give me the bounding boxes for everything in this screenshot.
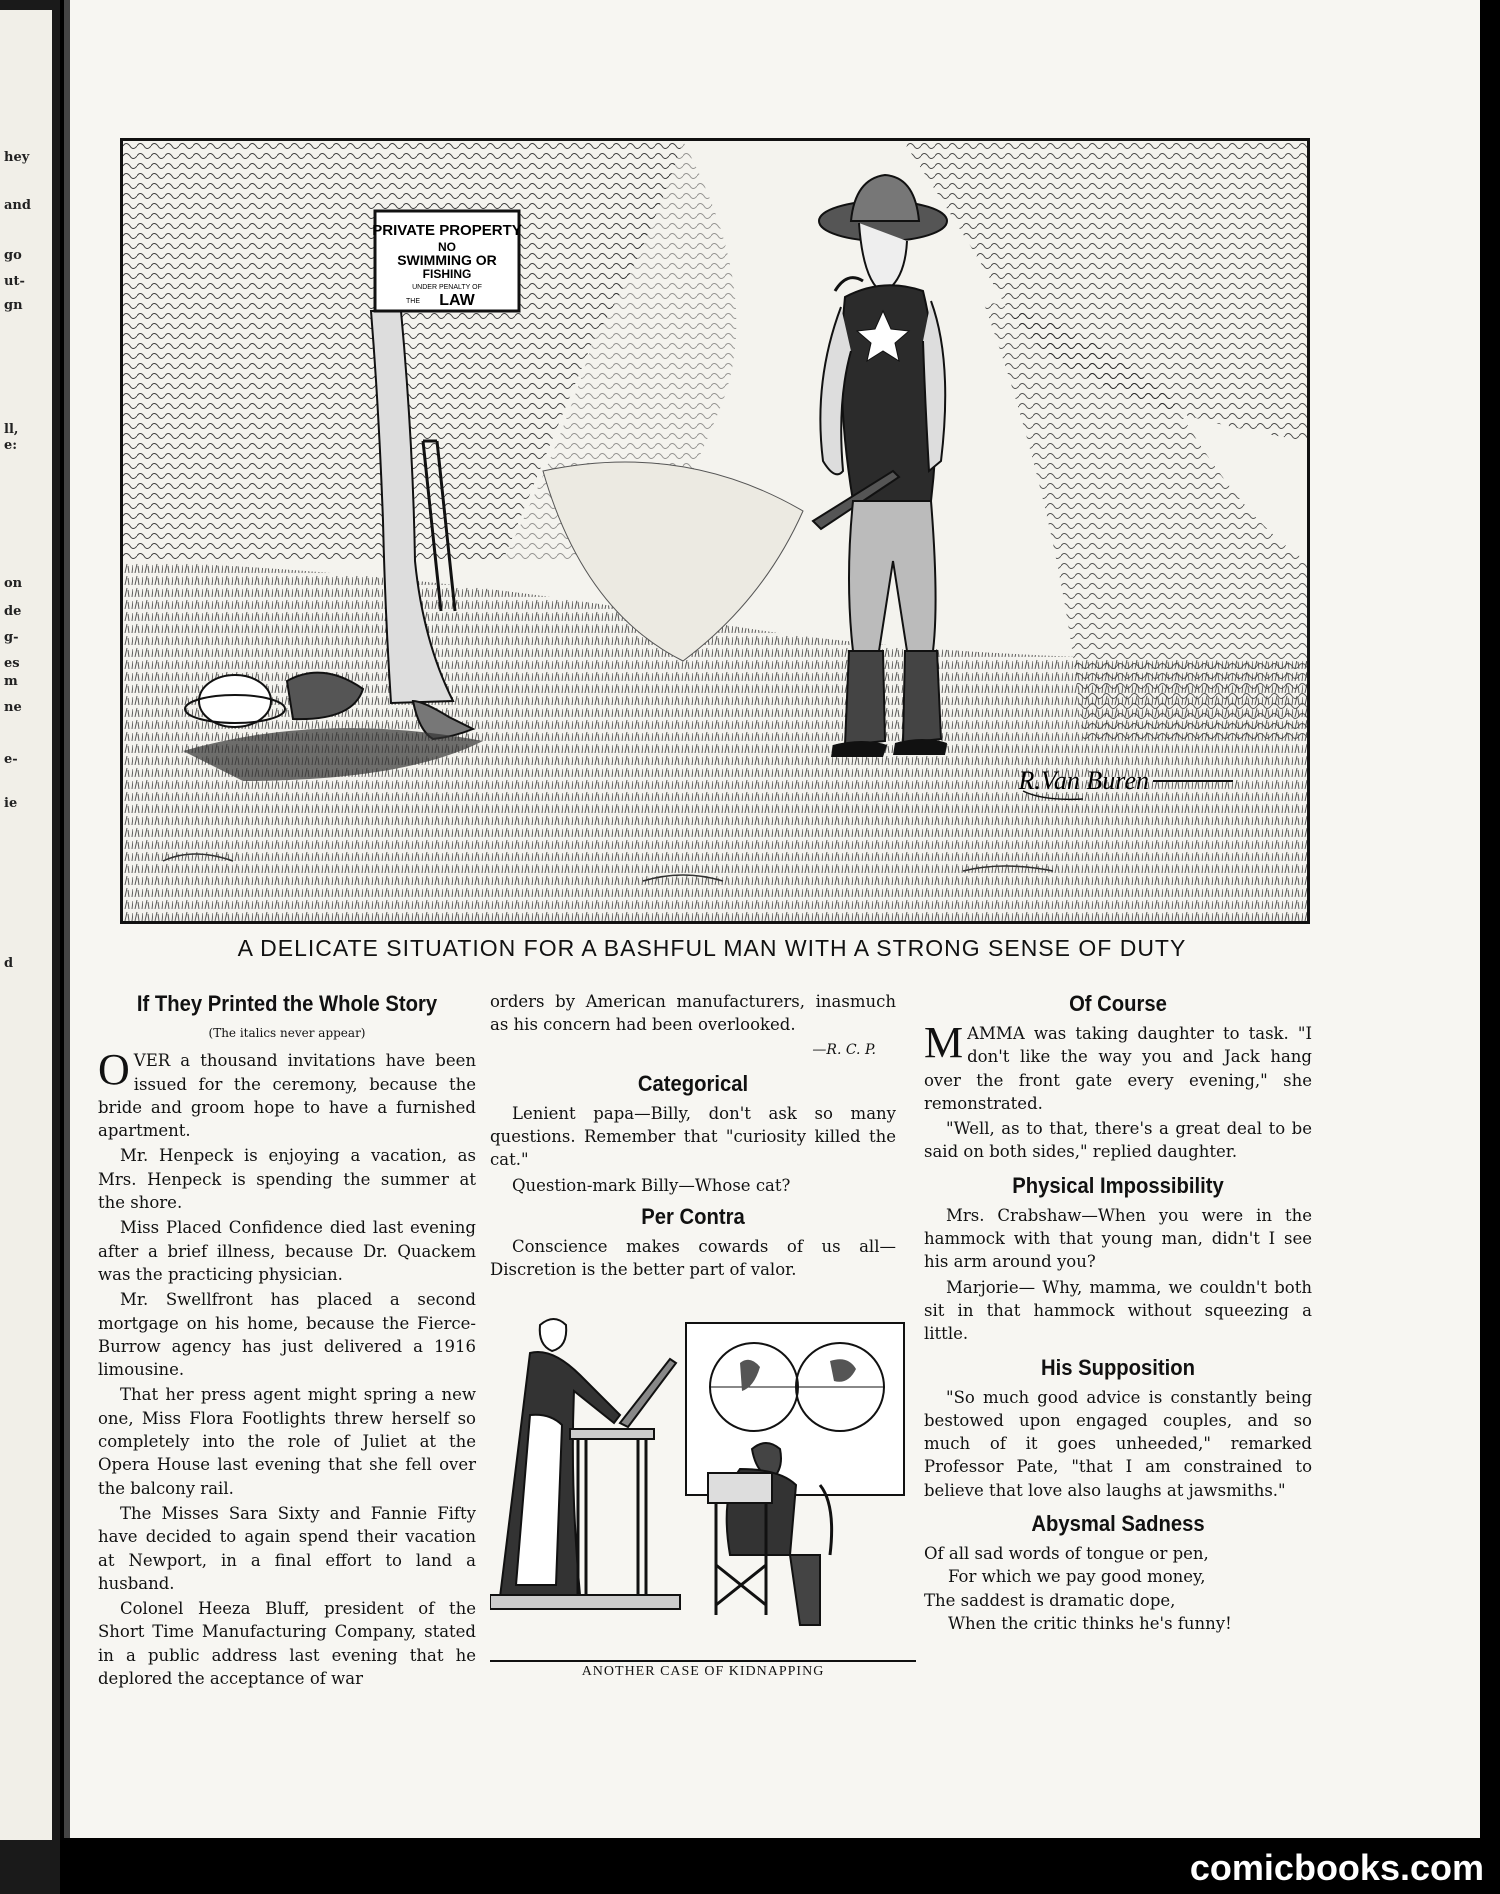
facing-page-edge bbox=[0, 10, 52, 1840]
sign-line: SWIMMING OR bbox=[397, 252, 497, 268]
article-title: Per Contra bbox=[641, 1204, 745, 1230]
margin-fragment: ll, bbox=[4, 422, 19, 437]
poem-line: For which we pay good money, bbox=[948, 1567, 1206, 1587]
sign-line: LAW bbox=[439, 292, 475, 309]
poem-line: Of all sad words of tongue or pen, bbox=[924, 1544, 1209, 1564]
sign-line: THE bbox=[406, 298, 420, 305]
paragraph: "So much good advice is constantly being bestowed upon engaged couples, and so much of it goes unheeded," remarked Professor Pate, "that I am constrained to believe that love also laughs at jawsmiths." bbox=[924, 1387, 1312, 1500]
poem-line: The saddest is dramatic dope, bbox=[924, 1590, 1176, 1610]
paragraph: Question-mark Billy—Whose cat? bbox=[512, 1175, 791, 1195]
artist-signature: R.Van Buren bbox=[1018, 766, 1149, 795]
article-title: His Supposition bbox=[1040, 1354, 1196, 1380]
paragraph: The Misses Sara Sixty and Fannie Fifty have decided to again spend their vacation at Newport, in a final effort to land a husband. bbox=[98, 1503, 476, 1593]
margin-fragment: de bbox=[4, 604, 22, 619]
article-subtitle: (The italics never appear) bbox=[208, 1026, 366, 1040]
margin-fragment: hey bbox=[4, 150, 30, 165]
paragraph: That her press agent might spring a new one, Miss Flora Footlights threw herself so completely into the role of Juliet at the Opera House last evening that she fell over the balcony rail. bbox=[98, 1385, 476, 1498]
margin-fragment: es bbox=[4, 656, 20, 671]
paragraph: Mrs. Crabshaw—When you were in the hammock with that young man, didn't I see his arm around you? bbox=[924, 1205, 1312, 1272]
poem bbox=[924, 1542, 1312, 1635]
margin-fragment: gn bbox=[4, 298, 23, 313]
author-signature: —R. C. P. bbox=[812, 1041, 876, 1058]
paragraph: Mr. Swellfront has placed a second mortgage on his home, because the Fierce-Burrow agency has just delivered a 1916 limousine. bbox=[98, 1290, 476, 1380]
margin-fragment: go bbox=[4, 248, 22, 263]
illustration-caption: A DELICATE SITUATION FOR A BASHFUL MAN WITH A STRONG SENSE OF DUTY bbox=[237, 935, 1187, 961]
poem-line: When the critic thinks he's funny! bbox=[948, 1613, 1232, 1633]
margin-fragment: ut- bbox=[4, 274, 25, 289]
margin-fragment: e- bbox=[4, 752, 18, 767]
sign-line: PRIVATE PROPERTY bbox=[372, 222, 522, 239]
margin-fragment: e: bbox=[4, 438, 18, 453]
paragraph: Mr. Henpeck is enjoying a vacation, as Mrs. Henpeck is spending the summer at the shore. bbox=[98, 1146, 476, 1213]
column-left bbox=[98, 990, 476, 1692]
main-illustration bbox=[120, 138, 1310, 924]
margin-fragment: ie bbox=[4, 796, 18, 811]
margin-fragment: ne bbox=[4, 700, 22, 715]
paragraph: orders by American manufacturers, inasmuch as his concern had been overlooked. bbox=[490, 992, 896, 1035]
paragraph: Colonel Heeza Bluff, president of the Short Time Manufacturing Company, stated in a public address last evening that he deplored the acceptance of war bbox=[98, 1599, 476, 1689]
kidnapping-caption: ANOTHER CASE OF KIDNAPPING bbox=[581, 1664, 825, 1679]
paragraph: Lenient papa—Billy, don't ask so many questions. Remember that "curiosity killed the cat." bbox=[490, 1103, 896, 1170]
margin-fragment: g- bbox=[4, 630, 19, 645]
paragraph: Marjorie— Why, mamma, we couldn't both sit in that hammock without squeezing a little. bbox=[924, 1277, 1312, 1344]
margin-fragment: d bbox=[4, 956, 14, 971]
sign-line: FISHING bbox=[422, 267, 472, 281]
article-title: Of Course bbox=[1069, 991, 1167, 1016]
paragraph: MAMMA was taking daughter to task. "I don't like the way you and Jack hang over the front gate every evening," she remonstrated. bbox=[924, 1018, 1312, 1113]
watermark: comicbooks.com bbox=[1189, 1847, 1484, 1888]
drop-cap: M bbox=[924, 1018, 964, 1067]
sign-line: NO bbox=[438, 240, 456, 254]
paragraph: Conscience makes cowards of us all—Discretion is the better part of valor. bbox=[490, 1237, 896, 1280]
article-title: Categorical bbox=[637, 1070, 749, 1096]
paragraph: Miss Placed Confidence died last evening after a brief illness, because Dr. Quackem was the practicing physician. bbox=[98, 1218, 476, 1284]
margin-fragment: and bbox=[4, 198, 31, 213]
paragraph: "Well, as to that, there's a great deal to be said on both sides," replied daughter. bbox=[924, 1119, 1312, 1162]
kidnapping-illustration bbox=[490, 1305, 916, 1665]
margin-fragment: m bbox=[4, 674, 18, 689]
column-middle bbox=[490, 990, 896, 1284]
margin-fragment: on bbox=[4, 576, 23, 591]
column-right bbox=[924, 990, 1312, 1635]
article-title: Physical Impossibility bbox=[1012, 1172, 1224, 1198]
paragraph: OVER a thousand invitations have been issued for the ceremony, because the bride and groom hope to have a furnished apartment. bbox=[98, 1045, 476, 1141]
sign-line: UNDER PENALTY OF bbox=[412, 284, 482, 291]
article-title: If They Printed the Whole Story bbox=[136, 991, 438, 1016]
article-title: Abysmal Sadness bbox=[1031, 1511, 1205, 1537]
drop-cap: O bbox=[98, 1045, 130, 1095]
